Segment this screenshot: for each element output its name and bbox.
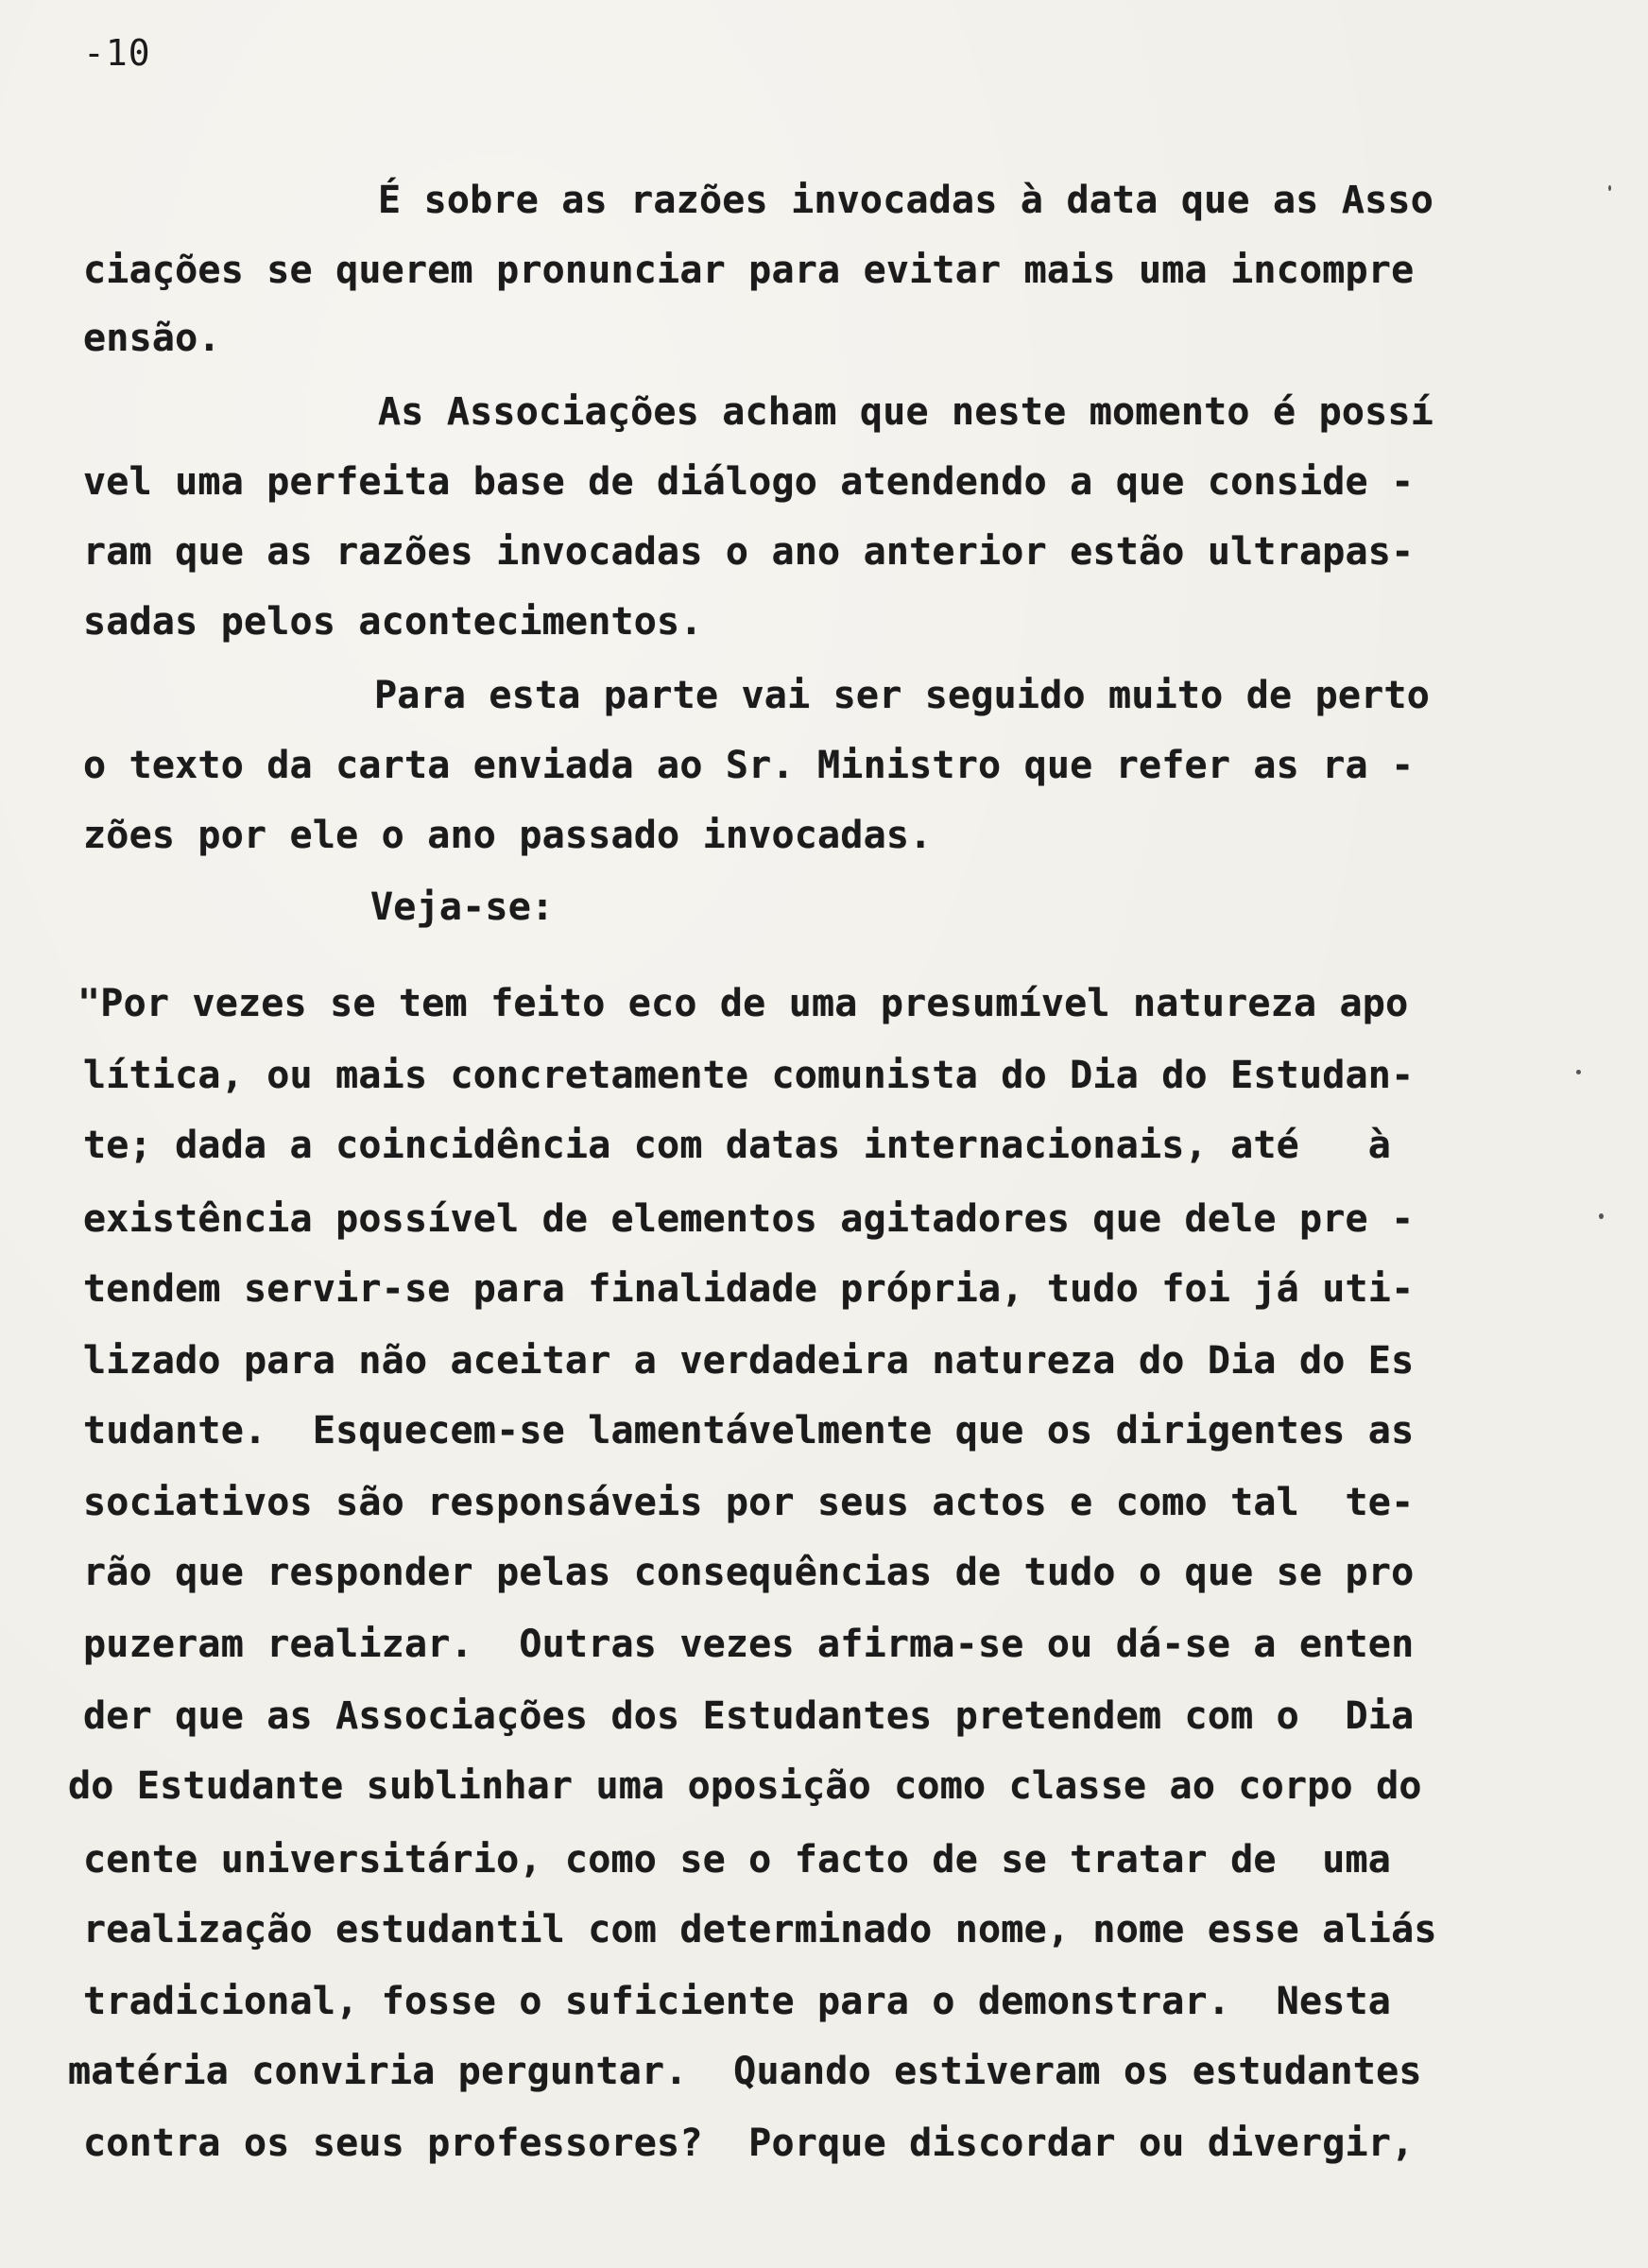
text-line: existência possível de elementos agitadores que dele pre - [83,1197,1415,1241]
text-line: te; dada a coincidência com datas internacionais, até à [83,1124,1392,1167]
text-line: matéria conviria perguntar. Quando estiveram os estudantes [68,2050,1422,2093]
text-line: do Estudante sublinhar uma oposição como classe ao corpo do [68,1764,1422,1808]
text-line: Para esta parte vai ser seguido muito de perto [374,674,1430,717]
text-line: cente universitário, como se o facto de se tratar de uma [83,1838,1392,1881]
text-line: der que as Associações dos Estudantes pretendem com o Dia [83,1694,1415,1738]
text-line: zões por ele o ano passado invocadas. [83,814,933,857]
text-line: tradicional, fosse o suficiente para o demonstrar. Nesta [83,1980,1392,2023]
text-line: o texto da carta enviada ao Sr. Ministro que refer as ra - [83,744,1415,787]
text-line: lítica, ou mais concretamente comunista do Dia do Estudan- [83,1054,1415,1097]
text-line: "Por vezes se tem feito eco de uma presumível natureza apo [77,982,1409,1025]
text-line: ram que as razões invocadas o ano anterior estão ultrapas- [83,530,1415,574]
text-line: realização estudantil com determinado nome, nome esse aliás [83,1908,1437,1951]
text-line: vel uma perfeita base de diálogo atendendo a que conside - [83,460,1415,504]
text-line: As Associações acham que neste momento é possí [378,390,1433,434]
text-line: tudante. Esquecem-se lamentávelmente que os dirigentes as [83,1409,1415,1452]
text-line: tendem servir-se para finalidade própria, tudo foi já uti- [83,1267,1415,1311]
text-line: contra os seus professores? Porque discordar ou divergir, [83,2122,1415,2165]
text-line: sociativos são responsáveis por seus actos e como tal te- [83,1481,1415,1524]
text-line: rão que responder pelas consequências de tudo o que se pro [83,1551,1415,1594]
text-line: ensão. [83,317,221,360]
text-line: lizado para não aceitar a verdadeira natureza do Dia do Es [83,1339,1415,1383]
page-number: -10 [83,32,151,74]
text-line: puzeram realizar. Outras vezes afirma-se ou dá-se a enten [83,1623,1415,1666]
text-line: sadas pelos acontecimentos. [83,600,703,644]
text-line: ciações se querem pronunciar para evitar mais uma incompre [83,249,1415,292]
text-line: É sobre as razões invocadas à data que as Asso [378,179,1433,222]
text-line: Veja-se: [370,885,555,929]
